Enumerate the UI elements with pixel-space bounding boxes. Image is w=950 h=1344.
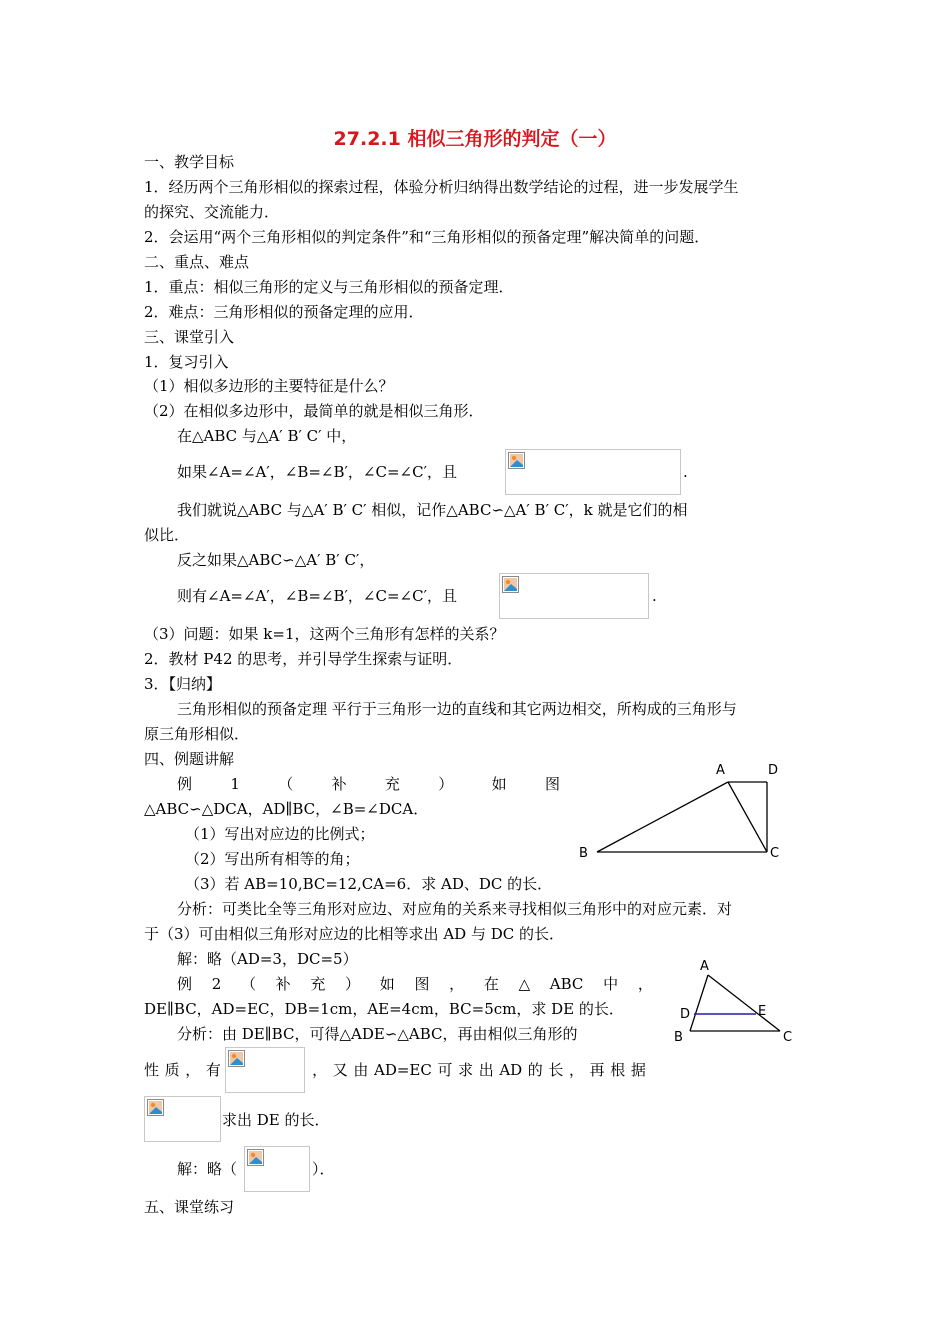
example-1-q3: （3）若 AB=10,BC=12,CA=6．求 AD、DC 的长．	[185, 875, 553, 893]
example-1-line-a: 例 1 （ 补 充 ） 如 图	[177, 775, 560, 793]
example-2-line-a: 例 2 （ 补 充 ） 如 图 ， 在 △ ABC 中 ，	[177, 975, 653, 993]
solution-1: 解：略（AD=3，DC=5）	[177, 950, 358, 968]
section-1-heading: 一、教学目标	[144, 153, 235, 171]
label-a: A	[716, 763, 725, 778]
section-2-heading: 二、重点、难点	[144, 253, 250, 271]
theorem-line-a: 三角形相似的预备定理 平行于三角形一边的直线和其它两边相交，所构成的三角形与	[177, 700, 737, 718]
ratio-formula-image	[505, 449, 681, 495]
converse-intro: 反之如果△ABC∽△A′ B′ C′，	[177, 551, 375, 569]
solution-2-prefix: 解：略（	[177, 1160, 238, 1178]
proportion-formula-image	[225, 1047, 305, 1093]
formula-image	[144, 1096, 221, 1142]
analysis-2-line-c: 求出 DE 的长．	[222, 1111, 330, 1129]
example-1-q2: （2）写出所有相等的角；	[185, 850, 360, 868]
broken-image-icon	[247, 1149, 264, 1166]
segment-ab	[597, 782, 728, 852]
example-1-line-b: △ABC∽△DCA，AD∥BC，∠B=∠DCA．	[144, 800, 429, 818]
label-e: E	[758, 1004, 767, 1019]
broken-image-icon	[228, 1050, 245, 1067]
section-4-heading: 四、例题讲解	[144, 750, 235, 768]
ratio-formula-image	[499, 573, 649, 619]
label-c: C	[770, 846, 780, 861]
solution-2-suffix: ）．	[312, 1160, 335, 1178]
segment-ab	[690, 975, 708, 1031]
analysis-1-line-b: 于（3）可由相似三角形对应边的比相等求出 AD 与 DC 的长．	[144, 925, 564, 943]
question-1: （1）相似多边形的主要特征是什么？	[144, 377, 394, 395]
label-b: B	[674, 1030, 683, 1045]
label-d: D	[680, 1007, 691, 1022]
analysis-2-line-b: 性 质 ， 有 ， 又 由 AD=EC 可 求 出 AD 的 长 ， 再 根 据	[144, 1061, 646, 1079]
label-a: A	[700, 959, 709, 974]
key-point: 1．重点：相似三角形的定义与三角形相似的预备定理．	[144, 278, 514, 296]
broken-image-icon	[147, 1099, 164, 1116]
question-3: （3）问题：如果 k=1，这两个三角形有怎样的关系？	[144, 625, 505, 643]
definition-line-a: 我们就说△ABC 与△A′ B′ C′ 相似，记作△ABC∽△A′ B′ C′，k 就是它们的相	[177, 501, 688, 519]
objective-1-line-a: 1．经历两个三角形相似的探索过程，体验分析归纳得出数学结论的过程，进一步发展学生	[144, 178, 739, 196]
example-2-line-b: DE∥BC，AD=EC，DB=1cm，AE=4cm，BC=5cm，求 DE 的长．	[144, 1000, 624, 1018]
section-3-heading: 三、课堂引入	[144, 328, 235, 346]
definition-line-b: 似比．	[144, 526, 190, 544]
label-d: D	[768, 763, 779, 778]
theorem-line-b: 原三角形相似．	[144, 725, 250, 743]
label-b: B	[579, 846, 588, 861]
review-intro: 1．复习引入	[144, 353, 229, 371]
example-2-figure	[670, 955, 805, 1045]
broken-image-icon	[502, 576, 519, 593]
answer-formula-image	[244, 1146, 310, 1192]
analysis-1-line-a: 分析：可类比全等三角形对应边、对应角的关系来寻找相似三角形中的对应元素．对	[177, 900, 733, 918]
segment-ac	[728, 782, 767, 852]
example-1-q1: （1）写出对应边的比例式；	[185, 825, 375, 843]
section-5-heading: 五、课堂练习	[144, 1198, 235, 1216]
objective-2: 2．会运用“两个三角形相似的判定条件”和“三角形相似的预备定理”解决简单的问题．	[144, 228, 710, 246]
question-2: （2）在相似多边形中，最简单的就是相似三角形．	[144, 402, 484, 420]
objective-1-line-b: 的探究、交流能力．	[144, 203, 280, 221]
segment-ac	[708, 975, 780, 1031]
broken-image-icon	[508, 452, 525, 469]
summary-heading: 3．【归纳】	[144, 675, 222, 693]
difficult-point: 2．难点：三角形相似的预备定理的应用．	[144, 303, 424, 321]
period: .	[652, 587, 657, 605]
example-1-figure	[570, 755, 820, 870]
converse-condition: 则有∠A=∠A′，∠B=∠B′，∠C=∠C′，且	[177, 587, 457, 605]
triangles-intro: 在△ABC 与△A′ B′ C′ 中，	[177, 427, 357, 445]
page-title: 27.2.1 相似三角形的判定（一）	[333, 128, 617, 150]
analysis-2-line-a: 分析：由 DE∥BC，可得△ADE∽△ABC，再由相似三角形的	[177, 1025, 578, 1043]
textbook-thinking: 2．教材 P42 的思考，并引导学生探索与证明．	[144, 650, 463, 668]
period: .	[683, 463, 688, 481]
label-c: C	[783, 1030, 793, 1045]
similarity-condition: 如果∠A=∠A′，∠B=∠B′，∠C=∠C′，且	[177, 463, 457, 481]
